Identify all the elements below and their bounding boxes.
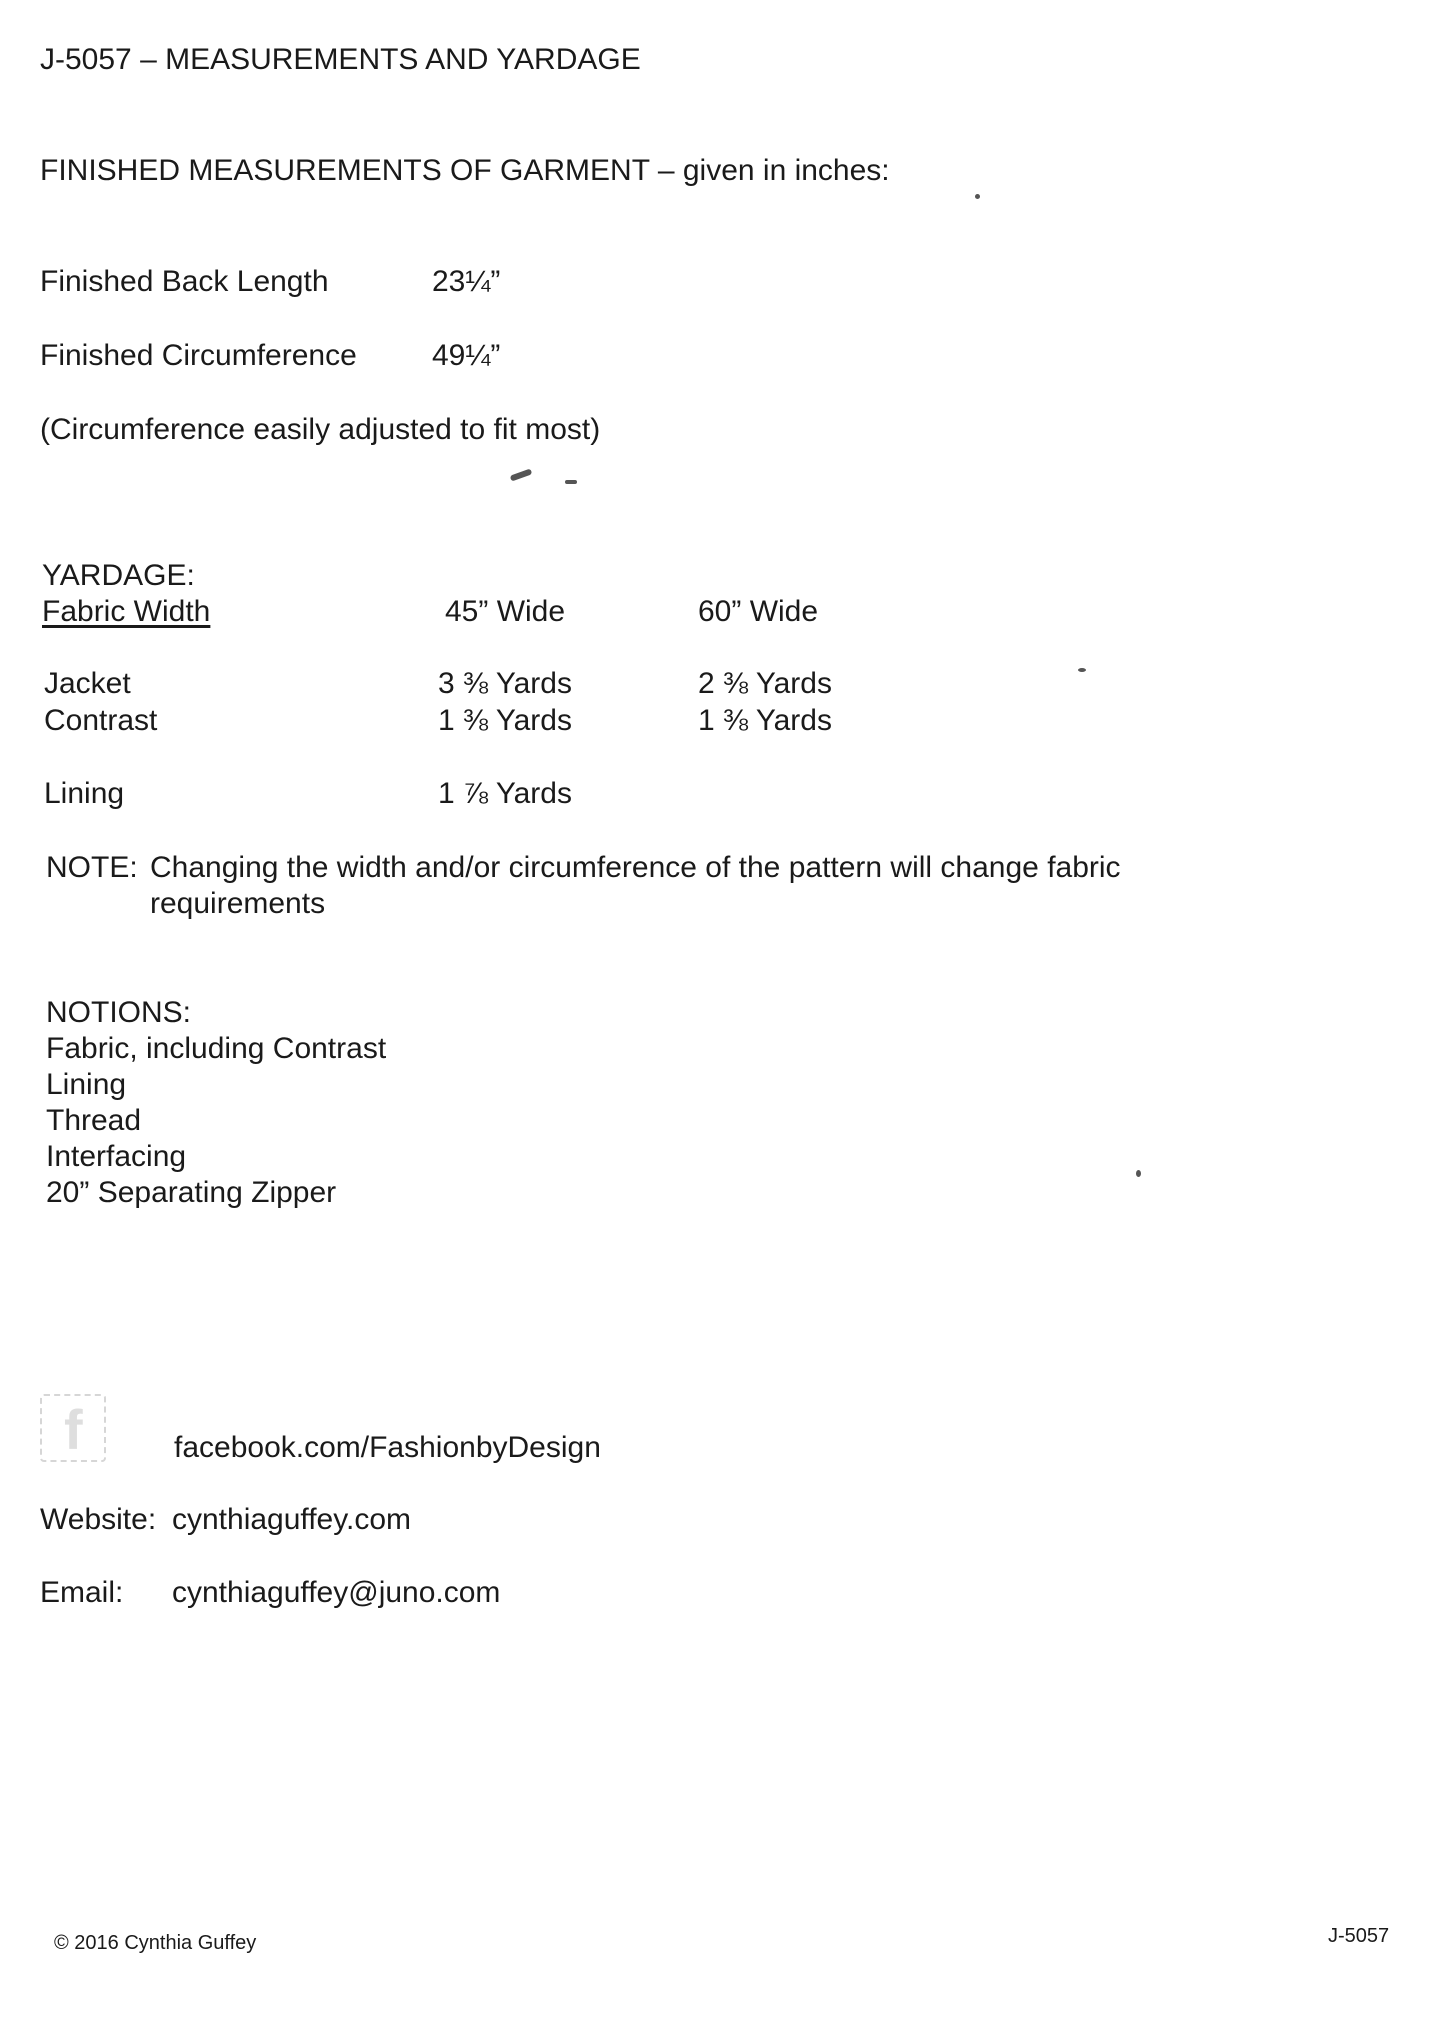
notion-item: 20” Separating Zipper xyxy=(46,1176,337,1209)
note-text-line2: requirements xyxy=(150,887,326,920)
back-length-label: Finished Back Length xyxy=(40,265,329,298)
notion-item: Lining xyxy=(46,1068,127,1101)
scan-speck xyxy=(975,194,980,199)
email-label: Email: xyxy=(40,1576,124,1609)
fabric-width-label: Fabric Width xyxy=(42,595,211,628)
measurements-heading: FINISHED MEASUREMENTS OF GARMENT – given in inches: xyxy=(40,154,890,187)
scan-speck xyxy=(510,468,533,481)
jacket-label: Jacket xyxy=(44,667,131,700)
yardage-heading: YARDAGE: xyxy=(42,559,195,592)
lining-label: Lining xyxy=(44,777,125,810)
footer-code: J-5057 xyxy=(1328,1925,1390,1947)
note-label: NOTE: xyxy=(46,851,138,884)
contrast-60: 1 ⅜ Yards xyxy=(698,704,832,737)
website-link[interactable]: cynthiaguffey.com xyxy=(172,1503,412,1536)
circumference-note: (Circumference easily adjusted to fit most) xyxy=(40,413,601,446)
jacket-45: 3 ⅜ Yards xyxy=(438,667,572,700)
col-60-wide: 60” Wide xyxy=(698,595,819,628)
notion-item: Thread xyxy=(46,1104,142,1137)
notions-heading: NOTIONS: xyxy=(46,996,192,1029)
circumference-value: 49¼” xyxy=(432,339,501,372)
facebook-link[interactable]: facebook.com/FashionbyDesign xyxy=(174,1431,601,1464)
page-title: J-5057 – MEASUREMENTS AND YARDAGE xyxy=(40,43,641,76)
scan-speck xyxy=(565,480,577,484)
scan-speck xyxy=(1136,1170,1141,1177)
email-link[interactable]: cynthiaguffey@juno.com xyxy=(172,1576,501,1609)
circumference-label: Finished Circumference xyxy=(40,339,357,372)
notion-item: Fabric, including Contrast xyxy=(46,1032,387,1065)
note-text-line1: Changing the width and/or circumference of the pattern will change fabric xyxy=(150,851,1121,884)
lining-45: 1 ⅞ Yards xyxy=(438,777,572,810)
website-label: Website: xyxy=(40,1503,157,1536)
scan-speck xyxy=(1078,668,1086,672)
jacket-60: 2 ⅜ Yards xyxy=(698,667,832,700)
col-45-wide: 45” Wide xyxy=(445,595,566,628)
back-length-value: 23¼” xyxy=(432,265,501,298)
notion-item: Interfacing xyxy=(46,1140,187,1173)
facebook-icon: f xyxy=(40,1394,106,1462)
contrast-45: 1 ⅜ Yards xyxy=(438,704,572,737)
contrast-label: Contrast xyxy=(44,704,158,737)
copyright: © 2016 Cynthia Guffey xyxy=(54,1932,257,1954)
